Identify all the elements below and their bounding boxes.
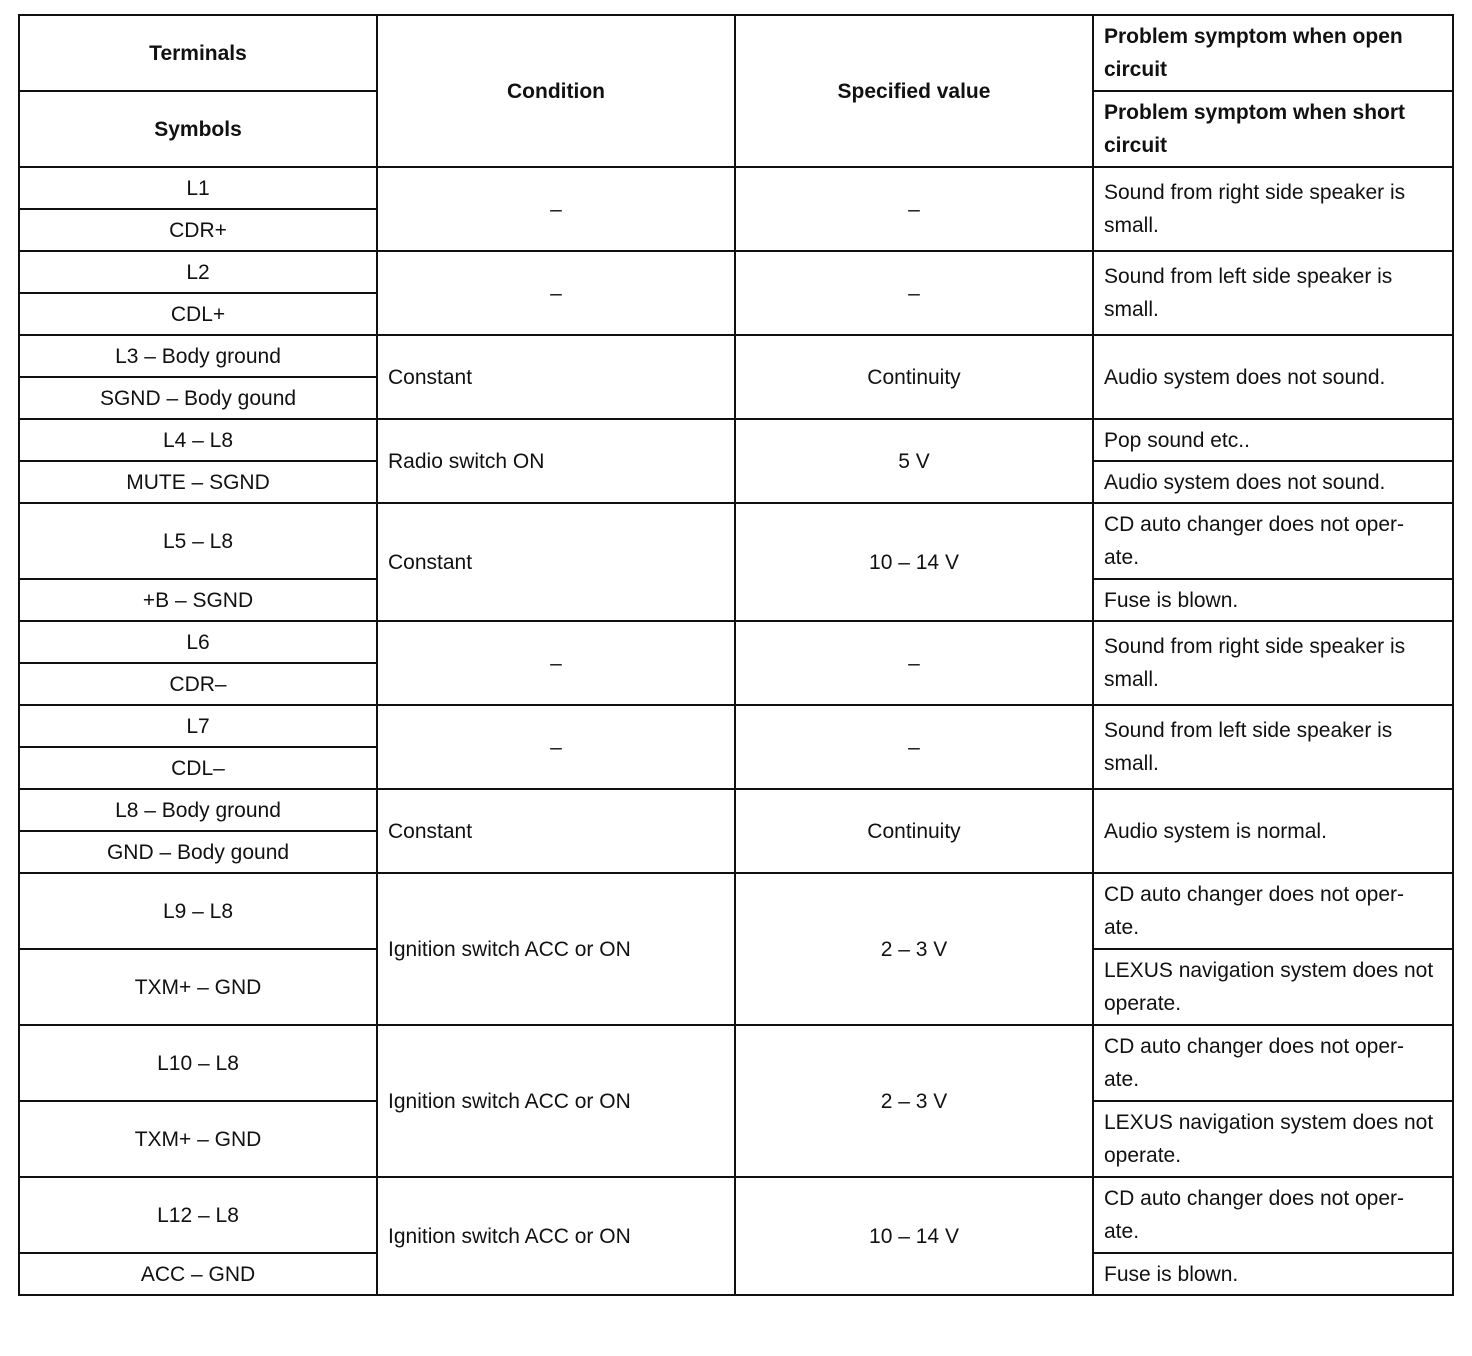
cell-condition: Constant (377, 503, 735, 621)
cell-condition: Radio switch ON (377, 419, 735, 503)
cell-terminal: L10 – L8 (19, 1025, 377, 1101)
cell-symptom-open: Pop sound etc.. (1093, 419, 1453, 461)
header-specified-value: Specified value (735, 15, 1093, 167)
cell-terminal: L3 – Body ground (19, 335, 377, 377)
cell-symbol: +B – SGND (19, 579, 377, 621)
cell-symptom: Sound from left side speaker is small. (1093, 705, 1453, 789)
cell-symptom-short: Audio system does not sound. (1093, 461, 1453, 503)
cell-symbol: CDL– (19, 747, 377, 789)
cell-value: – (735, 705, 1093, 789)
cell-value: 5 V (735, 419, 1093, 503)
terminal-spec-table (18, 14, 1454, 1296)
cell-terminal: L9 – L8 (19, 873, 377, 949)
cell-symbol: ACC – GND (19, 1253, 377, 1295)
cell-value: – (735, 251, 1093, 335)
cell-symptom-short: Fuse is blown. (1093, 1253, 1453, 1295)
cell-symbol: TXM+ – GND (19, 1101, 377, 1177)
header-condition: Condition (377, 15, 735, 167)
cell-terminal: L1 (19, 167, 377, 209)
cell-symptom-open: CD auto changer does not oper- ate. (1093, 503, 1453, 579)
cell-terminal: L4 – L8 (19, 419, 377, 461)
cell-symbol: TXM+ – GND (19, 949, 377, 1025)
cell-value: 2 – 3 V (735, 1025, 1093, 1177)
cell-value: 10 – 14 V (735, 503, 1093, 621)
cell-condition: – (377, 167, 735, 251)
cell-symptom-short: LEXUS navigation system does not operate. (1093, 949, 1453, 1025)
cell-symbol: MUTE – SGND (19, 461, 377, 503)
header-short-symptom: Problem symptom when short circuit (1093, 91, 1453, 167)
cell-value: Continuity (735, 789, 1093, 873)
cell-value: 10 – 14 V (735, 1177, 1093, 1295)
cell-condition: – (377, 251, 735, 335)
cell-symptom-short: LEXUS navigation system does not operate. (1093, 1101, 1453, 1177)
cell-symptom: Sound from right side speaker is small. (1093, 167, 1453, 251)
cell-condition: Constant (377, 335, 735, 419)
cell-terminal: L7 (19, 705, 377, 747)
cell-terminal: L2 (19, 251, 377, 293)
cell-symptom: Audio system is normal. (1093, 789, 1453, 873)
cell-value: 2 – 3 V (735, 873, 1093, 1025)
cell-value: Continuity (735, 335, 1093, 419)
header-terminals: Terminals (19, 15, 377, 91)
cell-symptom: Sound from right side speaker is small. (1093, 621, 1453, 705)
cell-terminal: L5 – L8 (19, 503, 377, 579)
cell-symptom-open: CD auto changer does not oper- ate. (1093, 1025, 1453, 1101)
cell-condition: – (377, 621, 735, 705)
cell-value: – (735, 167, 1093, 251)
cell-symbol: SGND – Body gound (19, 377, 377, 419)
cell-terminal: L8 – Body ground (19, 789, 377, 831)
cell-symbol: CDL+ (19, 293, 377, 335)
cell-symptom: Sound from left side speaker is small. (1093, 251, 1453, 335)
cell-condition: – (377, 705, 735, 789)
cell-symbol: CDR+ (19, 209, 377, 251)
cell-condition: Ignition switch ACC or ON (377, 873, 735, 1025)
cell-value: – (735, 621, 1093, 705)
cell-condition: Ignition switch ACC or ON (377, 1177, 735, 1295)
cell-condition: Constant (377, 789, 735, 873)
cell-terminal: L6 (19, 621, 377, 663)
cell-terminal: L12 – L8 (19, 1177, 377, 1253)
cell-symptom-open: CD auto changer does not oper- ate. (1093, 873, 1453, 949)
cell-symbol: CDR– (19, 663, 377, 705)
cell-symptom: Audio system does not sound. (1093, 335, 1453, 419)
cell-symptom-short: Fuse is blown. (1093, 579, 1453, 621)
cell-symbol: GND – Body gound (19, 831, 377, 873)
header-symbols: Symbols (19, 91, 377, 167)
cell-condition: Ignition switch ACC or ON (377, 1025, 735, 1177)
header-open-symptom: Problem symptom when open circuit (1093, 15, 1453, 91)
cell-symptom-open: CD auto changer does not oper- ate. (1093, 1177, 1453, 1253)
